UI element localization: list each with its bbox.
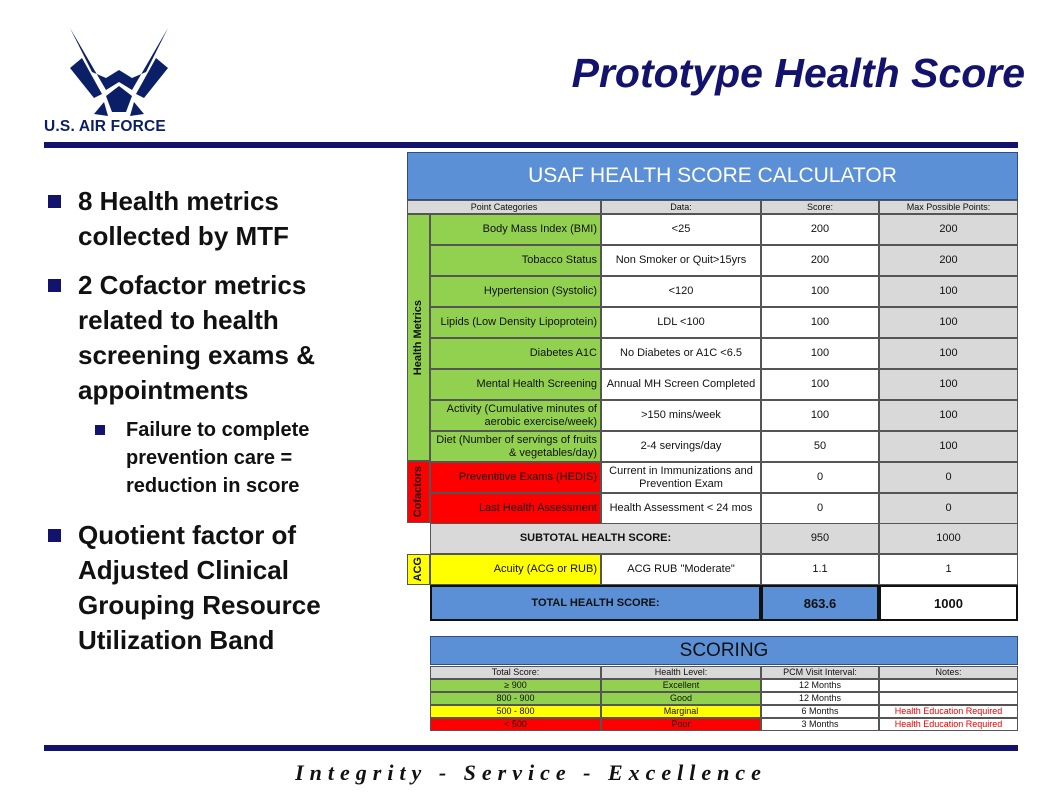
- col-header: Score:: [761, 200, 879, 214]
- scoring-level: Poor: [601, 718, 761, 731]
- scoring-interval: 12 Months: [761, 679, 879, 692]
- page-title: Prototype Health Score: [571, 50, 1025, 96]
- metric-max: 100: [879, 369, 1018, 400]
- group-health-metrics: Health Metrics: [407, 214, 430, 461]
- metric-score: 100: [761, 338, 879, 369]
- bullet-text: 8 Health metrics collected by MTF: [78, 186, 289, 251]
- scoring-level: Good: [601, 692, 761, 705]
- metric-category: Activity (Cumulative minutes of aerobic exercise/week): [430, 400, 601, 431]
- metric-category: Diet (Number of servings of fruits & vegetables/day): [430, 431, 601, 462]
- metric-data: >150 mins/week: [601, 400, 761, 431]
- metric-category: Mental Health Screening: [430, 369, 601, 400]
- metric-category: Lipids (Low Density Lipoprotein): [430, 307, 601, 338]
- bullet-list: [48, 184, 388, 672]
- metric-score: 100: [761, 307, 879, 338]
- bullet-item: [48, 184, 388, 254]
- scoring-notes: [879, 679, 1018, 692]
- scoring-interval: 12 Months: [761, 692, 879, 705]
- metric-data: Health Assessment < 24 mos: [601, 493, 761, 524]
- scoring-notes: Health Education Required: [879, 705, 1018, 718]
- bottom-divider: [44, 745, 1018, 751]
- scoring-score: < 500: [430, 718, 601, 731]
- metric-category: Body Mass Index (BMI): [430, 214, 601, 245]
- scoring-title: SCORING: [430, 636, 1018, 665]
- acg-category: Acuity (ACG or RUB): [430, 554, 601, 585]
- metric-category: Last Health Assessment: [430, 493, 601, 524]
- metric-category: Tobacco Status: [430, 245, 601, 276]
- scoring-col-header: Total Score:: [430, 666, 601, 679]
- metric-max: 100: [879, 338, 1018, 369]
- acg-score: 1.1: [761, 554, 879, 585]
- bullet-item: [48, 268, 388, 408]
- metric-max: 100: [879, 431, 1018, 462]
- total-max: 1000: [879, 585, 1018, 621]
- metric-data: <25: [601, 214, 761, 245]
- logo-text: U.S. AIR FORCE: [44, 118, 166, 135]
- metric-data: Annual MH Screen Completed: [601, 369, 761, 400]
- metric-max: 200: [879, 245, 1018, 276]
- scoring-notes: Health Education Required: [879, 718, 1018, 731]
- metric-max: 100: [879, 400, 1018, 431]
- scoring-col-header: PCM Visit Interval:: [761, 666, 879, 679]
- scoring-col-header: Notes:: [879, 666, 1018, 679]
- metric-score: 0: [761, 493, 879, 524]
- bullet-square-icon: [48, 195, 61, 208]
- metric-max: 200: [879, 214, 1018, 245]
- bullet-text: Quotient factor of Adjusted Clinical Grouping Resource Utilization Band: [78, 520, 321, 655]
- subtotal-max: 1000: [879, 523, 1018, 554]
- metric-data: 2-4 servings/day: [601, 431, 761, 462]
- acg-max: 1: [879, 554, 1018, 585]
- metric-max: 0: [879, 462, 1018, 493]
- metric-category: Diabetes A1C: [430, 338, 601, 369]
- metric-score: 200: [761, 214, 879, 245]
- scoring-level: Marginal: [601, 705, 761, 718]
- metric-score: 100: [761, 400, 879, 431]
- sub-bullet-item: [48, 416, 388, 500]
- motto: Integrity - Service - Excellence: [295, 760, 767, 785]
- top-divider: [44, 142, 1018, 148]
- subtotal-score: 950: [761, 523, 879, 554]
- metric-score: 200: [761, 245, 879, 276]
- col-header: Data:: [601, 200, 761, 214]
- metric-score: 100: [761, 276, 879, 307]
- col-header: Point Categories: [407, 200, 601, 214]
- bullet-text: 2 Cofactor metrics related to health screening exams & appointments: [78, 270, 316, 405]
- metric-data: Current in Immunizations and Prevention Exam: [601, 462, 761, 493]
- metric-max: 100: [879, 307, 1018, 338]
- total-label: TOTAL HEALTH SCORE:: [430, 585, 761, 621]
- metric-category: Hypertension (Systolic): [430, 276, 601, 307]
- metric-score: 50: [761, 431, 879, 462]
- metric-data: <120: [601, 276, 761, 307]
- scoring-notes: [879, 692, 1018, 705]
- sub-bullet-text: Failure to complete prevention care = reduction in score: [126, 419, 310, 497]
- group-acg: ACG: [407, 554, 430, 585]
- metric-max: 0: [879, 493, 1018, 524]
- metric-score: 0: [761, 462, 879, 493]
- subtotal-label: SUBTOTAL HEALTH SCORE:: [430, 523, 761, 554]
- bullet-square-icon: [48, 279, 61, 292]
- metric-data: LDL <100: [601, 307, 761, 338]
- calculator-title: USAF HEALTH SCORE CALCULATOR: [407, 152, 1018, 200]
- group-cofactors: Cofactors: [407, 461, 430, 523]
- total-score: 863.6: [761, 585, 879, 621]
- scoring-score: 800 - 900: [430, 692, 601, 705]
- bullet-square-icon: [95, 425, 105, 435]
- acg-data: ACG RUB "Moderate": [601, 554, 761, 585]
- metric-data: Non Smoker or Quit>15yrs: [601, 245, 761, 276]
- scoring-level: Excellent: [601, 679, 761, 692]
- metric-score: 100: [761, 369, 879, 400]
- metric-max: 100: [879, 276, 1018, 307]
- scoring-interval: 6 Months: [761, 705, 879, 718]
- scoring-interval: 3 Months: [761, 718, 879, 731]
- scoring-col-header: Health Level:: [601, 666, 761, 679]
- metric-data: No Diabetes or A1C <6.5: [601, 338, 761, 369]
- bullet-item: [48, 518, 388, 658]
- metric-category: Preventitive Exams (HEDIS): [430, 462, 601, 493]
- scoring-score: 500 - 800: [430, 705, 601, 718]
- scoring-score: ≥ 900: [430, 679, 601, 692]
- col-header: Max Possible Points:: [879, 200, 1018, 214]
- bullet-square-icon: [48, 529, 61, 542]
